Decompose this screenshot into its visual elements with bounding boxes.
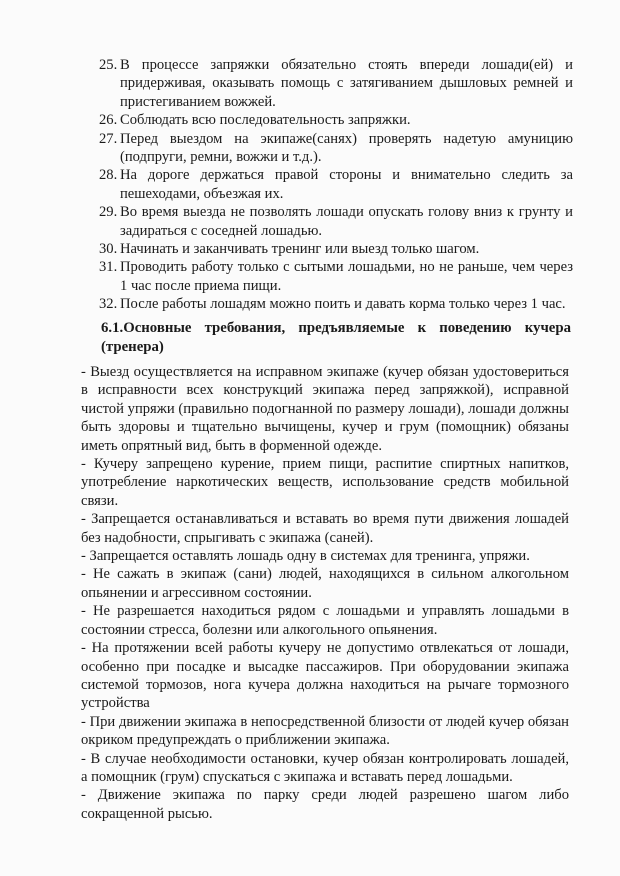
paragraph: - Кучеру запрещено курение, прием пищи, распитие спиртных напитков, употребление наркотических веществ, использование средств мобильной связи. [81, 456, 569, 509]
item-number: 28. [99, 167, 118, 184]
item-text: Перед выездом на экипаже(санях) проверять надетую амуницию (подпруги, ремни, вожжи и т.д.). [120, 130, 573, 166]
paragraph: - В случае необходимости остановки, кучер обязан контролировать лошадей, а помощник (грум) спускаться с экипажа и вставать перед лошадьми. [81, 750, 569, 785]
numbered-list [101, 56, 573, 314]
item-text: Проводить работу только с сытыми лошадьми, но не раньше, чем через 1 час после приема пищи. [120, 259, 573, 294]
paragraph: - Не разрешается находиться рядом с лошадьми и управлять лошадьми в состоянии стресса, болезни или алкогольного опьянения. [81, 603, 569, 638]
item-text: Соблюдать всю последовательность запряжки. [120, 112, 411, 129]
list-item [101, 258, 573, 295]
list-item [101, 203, 573, 240]
item-number: 30. [99, 241, 118, 258]
paragraph: - Запрещается останавливаться и вставать во время пути движения лошадей без надобности, спрыгивать с экипажа (саней). [81, 511, 569, 546]
list-item [101, 130, 573, 167]
section-heading: 6.1.Основные требования, предъявляемые к поведению кучера (тренера) [101, 320, 571, 355]
item-text: После работы лошадям можно поить и давать корма только через 1 час. [120, 296, 566, 313]
item-text: Начинать и заканчивать тренинг или выезд только шагом. [120, 241, 480, 258]
item-number: 25. [99, 57, 118, 73]
list-item [101, 240, 573, 258]
item-number: 31. [99, 259, 118, 276]
list-item [101, 295, 573, 313]
paragraph: - Не сажать в экипаж (сани) людей, находящихся в сильном алкогольном опьянении и агрессивном состоянии. [81, 566, 569, 601]
item-number: 32. [99, 296, 118, 313]
item-text: Во время выезда не позволять лошади опускать голову вниз к грунту и задираться с соседней лошадью. [120, 204, 573, 239]
item-number: 26. [99, 112, 118, 129]
list-item [101, 166, 573, 203]
paragraph: - На протяжении всей работы кучеру не допустимо отвлекаться от лошади, особенно при посадке и высадке пассажиров. При оборудовании экипажа системой тормозов, нога кучера должна находиться на рычаге тормозного устройства [81, 640, 569, 712]
paragraph: - Движение экипажа по парку среди людей разрешено шагом либо сокращенной рысью. [81, 787, 569, 822]
item-text: В процессе запряжки обязательно стоять впереди лошади(ей) и придерживая, оказывать помощь с затягиванием дышловых ремней и пристегиванием вожжей. [120, 57, 573, 110]
list-item [101, 111, 573, 129]
item-number: 29. [99, 204, 118, 221]
paragraph: - Запрещается оставлять лошадь одну в системах для тренинга, упряжи. [81, 548, 530, 565]
paragraph: - При движении экипажа в непосредственной близости от людей кучер обязан окриком предупреждать о приближении экипажа. [81, 713, 569, 749]
list-item [101, 56, 573, 111]
item-text: На дороге держаться правой стороны и внимательно следить за пешеходами, объезжая их. [120, 167, 573, 202]
requirements-body [81, 363, 569, 823]
paragraph: - Выезд осуществляется на исправном экипаже (кучер обязан удостовериться в исправности всех конструкций экипажа перед запряжкой), исправной чистой упряжи (правильно подогнанной по размеру лошади), лошади должны быть здоровы и тщательно вычищены, кучер и грум (помощник) обязаны иметь опрятный вид, быть в форменной одежде. [81, 364, 569, 454]
item-number: 27. [99, 130, 118, 147]
